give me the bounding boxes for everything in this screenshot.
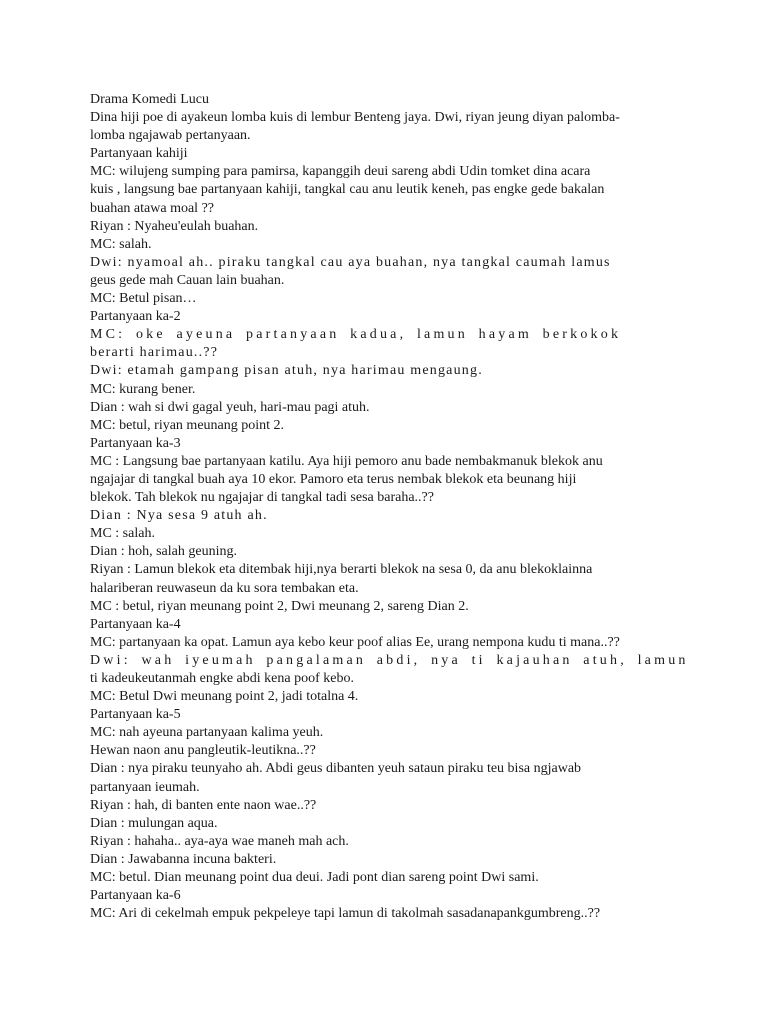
dialogue-line: MC : Langsung bae partanyaan katilu. Aya hiji pemoro anu bade nembakmanuk blekok anu	[90, 453, 603, 469]
dialogue-line: halariberan reuwaseun da ku sora tembakan eta.	[90, 580, 359, 596]
dialogue-line: MC: kurang bener.	[90, 381, 196, 397]
dialogue-line: Dian : mulungan aqua.	[90, 815, 218, 831]
section-heading-4: Partanyaan ka-4	[90, 616, 181, 632]
dialogue-line: MC: wilujeng sumping para pamirsa, kapanggih deui sareng abdi Udin tomket dina acara	[90, 164, 591, 180]
dialogue-line: Riyan : hahaha.. aya-aya wae maneh mah ach.	[90, 833, 349, 849]
dialogue-line: MC: salah.	[90, 236, 152, 252]
dialogue-line: ti kadeukeutanmah engke abdi kena poof kebo.	[90, 671, 354, 686]
intro-line-2: lomba ngajawab pertanyaan.	[90, 128, 251, 144]
document-title: Drama Komedi Lucu	[90, 92, 209, 107]
dialogue-line: MC: nah ayeuna partanyaan kalima yeuh.	[90, 725, 324, 741]
dialogue-line: MC: betul, riyan meunang point 2.	[90, 417, 285, 433]
dialogue-line: MC : betul, riyan meunang point 2, Dwi meunang 2, sareng Dian 2.	[90, 598, 469, 614]
intro-line-1: Dina hiji poe di ayakeun lomba kuis di lembur Benteng jaya. Dwi, riyan jeung diyan palomba-	[90, 110, 620, 126]
section-heading-5: Partanyaan ka-5	[90, 707, 181, 723]
dialogue-line: geus gede mah Cauan lain buahan.	[90, 272, 285, 288]
dialogue-line: Dian : Jawabanna incuna bakteri.	[90, 851, 277, 867]
dialogue-line: Dian : Nya sesa 9 atuh ah.	[90, 508, 268, 524]
dialogue-line: ngajajar di tangkal buah aya 10 ekor. Pamoro eta terus nembak blekok eta beunang hiji	[90, 471, 577, 487]
dialogue-line: MC: Ari di cekelmah empuk pekpeleye tapi lamun di takolmah sasadanapankgumbreng..??	[90, 906, 601, 922]
section-heading-3: Partanyaan ka-3	[90, 435, 181, 451]
dialogue-line: MC: betul. Dian meunang point dua deui. Jadi pont dian sareng point Dwi sami.	[90, 870, 539, 886]
dialogue-line: Hewan naon anu pangleutik-leutikna..??	[90, 743, 316, 759]
dialogue-line: partanyaan ieumah.	[90, 779, 200, 795]
dialogue-line: MC: oke ayeuna partanyaan kadua, lamun hayam berkokok	[90, 327, 622, 343]
dialogue-line: Dwi: nyamoal ah.. piraku tangkal cau aya buahan, nya tangkal caumah lamus	[90, 254, 611, 270]
dialogue-line: MC : salah.	[90, 526, 155, 542]
dialogue-line: kuis , langsung bae partanyaan kahiji, tangkal cau anu leutik keneh, pas engke gede bakalan	[90, 182, 605, 198]
section-heading-1: Partanyaan kahiji	[90, 146, 188, 162]
document-page	[90, 91, 689, 923]
dialogue-line: MC: Betul Dwi meunang point 2, jadi totalna 4.	[90, 689, 359, 705]
dialogue-line: Dian : nya piraku teunyaho ah. Abdi geus dibanten yeuh sataun piraku teu bisa ngjawab	[90, 761, 582, 777]
dialogue-line: Riyan : hah, di banten ente naon wae..??	[90, 797, 317, 813]
dialogue-line: MC: partanyaan ka opat. Lamun aya kebo keur poof alias Ee, urang nempona kudu ti mana..??	[90, 634, 620, 650]
section-heading-2: Partanyaan ka-2	[90, 309, 181, 325]
dialogue-line: Dian : wah si dwi gagal yeuh, hari-mau pagi atuh.	[90, 399, 370, 415]
dialogue-line: buahan atawa moal ??	[90, 200, 214, 216]
dialogue-line: Dian : hoh, salah geuning.	[90, 544, 237, 560]
dialogue-line: Riyan : Nyaheu'eulah buahan.	[90, 218, 259, 234]
dialogue-line: Dwi: etamah gampang pisan atuh, nya harimau mengaung.	[90, 363, 483, 379]
dialogue-line: Riyan : Lamun blekok eta ditembak hiji,nya berarti blekok na sesa 0, da anu blekoklainna	[90, 562, 593, 578]
dialogue-line: MC: Betul pisan…	[90, 291, 197, 307]
dialogue-line: berarti harimau..??	[90, 345, 219, 361]
section-heading-6: Partanyaan ka-6	[90, 888, 181, 904]
dialogue-line: blekok. Tah blekok nu ngajajar di tangkal tadi sesa baraha..??	[90, 490, 434, 506]
dialogue-line: Dwi: wah iyeumah pangalaman abdi, nya ti kajauhan atuh, lamun	[90, 652, 689, 668]
